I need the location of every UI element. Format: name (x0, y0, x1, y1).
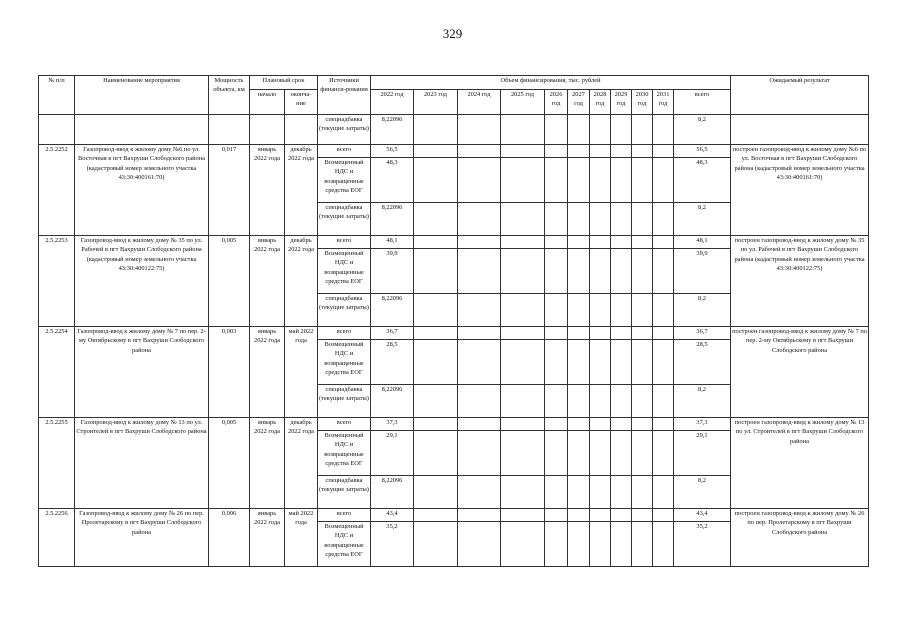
header-year: 2023 год (414, 90, 458, 115)
year-cell (568, 431, 590, 476)
entry-capacity: 0,003 (209, 327, 250, 418)
year-cell (458, 476, 501, 509)
total-cell: 29,1 (674, 431, 731, 476)
source-cell: спецнадбавка (текущие затраты) (318, 385, 371, 418)
source-cell: всего (318, 236, 371, 249)
page-number: 329 (442, 26, 463, 41)
source-cell: всего (318, 418, 371, 431)
year-cell (414, 431, 458, 476)
year-cell (568, 327, 590, 340)
entry-end: декабрь 2022 года (285, 145, 318, 236)
total-cell: 8,2 (674, 385, 731, 418)
source-cell: спецнадбавка (текущие затраты) (318, 476, 371, 509)
year-cell (414, 522, 458, 567)
year-cell (458, 340, 501, 385)
year-cell (414, 340, 458, 385)
entry-name: Газопровод-ввод к жилому дому № 35 по ул. Рабочей в пгт Вахруши Слободского района (кадастровый номер земельного участка 43:30:400122:75) (75, 236, 209, 327)
year-cell (590, 327, 611, 340)
year-cell (458, 509, 501, 522)
year-cell (653, 249, 674, 294)
header-year: 2025 год (501, 90, 545, 115)
year-cell (501, 203, 545, 236)
year-cell (414, 115, 458, 145)
year-cell (545, 418, 568, 431)
source-cell: всего (318, 145, 371, 158)
year-cell (568, 203, 590, 236)
total-cell: 8,2 (674, 115, 731, 145)
year-cell (611, 294, 632, 327)
year-cell (590, 522, 611, 567)
header-volume: Объем финансирования, тыс. рублей (371, 76, 731, 90)
year-cell (568, 340, 590, 385)
year-cell (501, 249, 545, 294)
result-cell (731, 115, 869, 145)
year-cell (590, 249, 611, 294)
year-cell (414, 203, 458, 236)
source-cell: Возмещенный НДС и возвращенные средства ЕОГ (318, 340, 371, 385)
total-cell: 28,5 (674, 340, 731, 385)
entry-result: построен газопровод-ввод к жилому дому №6 по ул. Восточная в пгт Вахруши Слободского района (кадастровый номер земельного участка 43:30:400161:70) (731, 145, 869, 236)
year-cell: 28,5 (371, 340, 414, 385)
total-cell: 8,2 (674, 203, 731, 236)
year-cell (632, 385, 653, 418)
year-cell (458, 385, 501, 418)
total-cell: 35,2 (674, 522, 731, 567)
year-cell (458, 115, 501, 145)
source-cell: спецнадбавка (текущие затраты) (318, 203, 371, 236)
year-cell: 29,1 (371, 431, 414, 476)
entry-start: январь 2022 года (250, 509, 285, 567)
year-cell (568, 158, 590, 203)
year-cell (501, 476, 545, 509)
year-cell (458, 145, 501, 158)
total-cell: 8,2 (674, 476, 731, 509)
year-cell (501, 236, 545, 249)
entry-capacity: 0,005 (209, 236, 250, 327)
year-cell (590, 115, 611, 145)
total-cell: 43,4 (674, 509, 731, 522)
entry-capacity: 0,017 (209, 145, 250, 236)
year-cell (414, 236, 458, 249)
source-cell: Возмещенный НДС и возвращенные средства ЕОГ (318, 249, 371, 294)
year-cell (414, 294, 458, 327)
year-cell (545, 158, 568, 203)
empty-cell (209, 115, 250, 145)
year-cell (568, 476, 590, 509)
header-year: 2029 год (611, 90, 632, 115)
year-cell (632, 249, 653, 294)
empty-cell (285, 115, 318, 145)
year-cell (590, 294, 611, 327)
header-year: 2024 год (458, 90, 501, 115)
year-cell (611, 476, 632, 509)
year-cell (632, 327, 653, 340)
year-cell (545, 236, 568, 249)
total-cell: 48,3 (674, 158, 731, 203)
year-cell: 37,3 (371, 418, 414, 431)
header-row (39, 76, 869, 90)
year-cell (590, 158, 611, 203)
year-cell (632, 509, 653, 522)
year-cell (414, 476, 458, 509)
year-cell (458, 294, 501, 327)
year-cell (501, 327, 545, 340)
year-cell (501, 158, 545, 203)
year-cell (590, 340, 611, 385)
year-cell (590, 203, 611, 236)
year-cell: 39,9 (371, 249, 414, 294)
entry-end: май 2022 года (285, 327, 318, 418)
year-cell (653, 509, 674, 522)
table-row (39, 327, 869, 340)
year-cell (611, 522, 632, 567)
entry-number: 2.5.2254 (39, 327, 75, 418)
table-row (39, 236, 869, 249)
year-cell (590, 431, 611, 476)
year-cell (653, 385, 674, 418)
empty-cell (250, 115, 285, 145)
header-year: 2026 год (545, 90, 568, 115)
year-cell (632, 145, 653, 158)
year-cell (501, 509, 545, 522)
year-cell (611, 340, 632, 385)
year-cell (414, 249, 458, 294)
year-cell (568, 115, 590, 145)
year-cell (653, 418, 674, 431)
total-cell: 8,2 (674, 294, 731, 327)
total-cell: 56,5 (674, 145, 731, 158)
table-row (39, 115, 869, 145)
year-cell (611, 418, 632, 431)
year-cell (414, 418, 458, 431)
financing-table (38, 75, 869, 567)
year-cell (611, 509, 632, 522)
year-cell: 8,22096 (371, 294, 414, 327)
year-cell (458, 249, 501, 294)
year-cell (568, 522, 590, 567)
year-cell (653, 158, 674, 203)
entry-name: Газопровод-ввод к жилому дому № 7 по пер. 2-му Октябрьскому в пгт Вахруши Слободского района (75, 327, 209, 418)
year-cell (611, 203, 632, 236)
table-row (39, 145, 869, 158)
year-cell (501, 340, 545, 385)
source-cell: Возмещенный НДС и возвращенные средства ЕОГ (318, 158, 371, 203)
year-cell: 8,22096 (371, 385, 414, 418)
header-term-end: оконча-ние (285, 90, 318, 115)
total-cell: 48,1 (674, 236, 731, 249)
year-cell (653, 476, 674, 509)
entry-name: Газопровод-ввод к жилому дому № 26 по пер. Пролетарскому в пгт Вахруши Слободского района (75, 509, 209, 567)
year-cell (632, 418, 653, 431)
year-cell (568, 249, 590, 294)
year-cell (568, 509, 590, 522)
header-year: 2030 год (632, 90, 653, 115)
year-cell (653, 431, 674, 476)
header-year: 2022 год (371, 90, 414, 115)
year-cell (545, 145, 568, 158)
year-cell (590, 145, 611, 158)
year-cell (611, 236, 632, 249)
source-cell: спецнадбавка (текущие затраты) (318, 294, 371, 327)
year-cell (653, 236, 674, 249)
year-cell (653, 522, 674, 567)
year-cell (414, 145, 458, 158)
entry-number: 2.5.2252 (39, 145, 75, 236)
year-cell (590, 476, 611, 509)
header-term: Плановый срок (250, 76, 318, 90)
year-cell (611, 115, 632, 145)
year-cell (632, 431, 653, 476)
year-cell (458, 158, 501, 203)
year-cell (545, 522, 568, 567)
year-cell (611, 385, 632, 418)
year-cell (568, 418, 590, 431)
year-cell (611, 431, 632, 476)
year-cell: 43,4 (371, 509, 414, 522)
year-cell (545, 431, 568, 476)
entry-start: январь 2022 года (250, 236, 285, 327)
header-capacity: Мощность объекта, км (209, 76, 250, 115)
year-cell (653, 145, 674, 158)
year-cell (458, 418, 501, 431)
total-cell: 39,9 (674, 249, 731, 294)
entry-end: декабрь 2022 года (285, 418, 318, 509)
year-cell (653, 340, 674, 385)
year-cell (545, 476, 568, 509)
year-cell: 56,5 (371, 145, 414, 158)
year-cell: 36,7 (371, 327, 414, 340)
entry-capacity: 0,005 (209, 418, 250, 509)
year-cell (611, 249, 632, 294)
entry-start: январь 2022 года (250, 418, 285, 509)
year-cell (632, 522, 653, 567)
year-cell (414, 509, 458, 522)
year-cell (458, 431, 501, 476)
year-cell (501, 115, 545, 145)
header-term-start: начало (250, 90, 285, 115)
year-cell (545, 509, 568, 522)
year-cell: 8,22096 (371, 476, 414, 509)
year-cell (632, 340, 653, 385)
year-cell (632, 115, 653, 145)
header-total: всего (674, 90, 731, 115)
year-cell (501, 294, 545, 327)
year-cell (501, 522, 545, 567)
year-cell (414, 385, 458, 418)
entry-name: Газопровод-ввод к жилому дому №6 по ул. Восточная в пгт Вахруши Слободского района (кадастровый номер земельного участка 43:30:400161:70) (75, 145, 209, 236)
year-cell (632, 203, 653, 236)
entry-result: построен газопровод-ввод к жилому дому № 13 по ул. Строителей в пгт Вахруши Слободского района (731, 418, 869, 509)
year-cell: 35,2 (371, 522, 414, 567)
year-cell (632, 236, 653, 249)
year-cell (545, 203, 568, 236)
year-cell (611, 327, 632, 340)
header-result: Ожидаемый результат (731, 76, 869, 115)
empty-cell (39, 115, 75, 145)
table-row (39, 418, 869, 431)
total-cell: 36,7 (674, 327, 731, 340)
entry-end: декабрь 2022 года (285, 236, 318, 327)
entry-number: 2.5.2256 (39, 509, 75, 567)
year-cell (545, 294, 568, 327)
year-cell (414, 158, 458, 203)
header-name: Наименование мероприятия (75, 76, 209, 115)
year-cell (590, 385, 611, 418)
year-cell (458, 203, 501, 236)
year-cell: 8,22096 (371, 203, 414, 236)
year-cell (632, 294, 653, 327)
year-cell (590, 509, 611, 522)
year-cell (501, 431, 545, 476)
header-year: 2031 год (653, 90, 674, 115)
year-cell (501, 145, 545, 158)
year-cell (545, 115, 568, 145)
entry-result: построен газопровод-ввод к жилому дому № 35 по ул. Рабочей в пгт Вахруши Слободского района (кадастровый номер земельного участка 43:30:400122:75) (731, 236, 869, 327)
entry-start: январь 2022 года (250, 145, 285, 236)
year-cell (545, 327, 568, 340)
source-cell: Возмещенный НДС и возвращенные средства ЕОГ (318, 431, 371, 476)
year-cell (653, 294, 674, 327)
year-cell (568, 294, 590, 327)
year-cell (611, 158, 632, 203)
source-cell: всего (318, 509, 371, 522)
entry-name: Газопровод-ввод к жилому дому № 13 по ул. Строителей в пгт Вахруши Слободского района (75, 418, 209, 509)
entry-result: построен газопровод-ввод к жилому дому № 26 по пер. Пролетарскому в пгт Вахруши Слободского района (731, 509, 869, 567)
year-cell (653, 203, 674, 236)
header-year: 2028 год (590, 90, 611, 115)
entry-start: январь 2022 года (250, 327, 285, 418)
year-cell (545, 249, 568, 294)
year-cell: 8,22096 (371, 115, 414, 145)
year-cell (501, 418, 545, 431)
entry-capacity: 0,006 (209, 509, 250, 567)
year-cell: 48,1 (371, 236, 414, 249)
header-source: Источники финанси-рования (318, 76, 371, 115)
year-cell (590, 236, 611, 249)
year-cell (501, 385, 545, 418)
year-cell (458, 327, 501, 340)
year-cell (611, 145, 632, 158)
header-no: № п/п (39, 76, 75, 115)
source-cell: Возмещенный НДС и возвращенные средства ЕОГ (318, 522, 371, 567)
year-cell (458, 236, 501, 249)
entry-end: май 2022 года (285, 509, 318, 567)
year-cell (414, 327, 458, 340)
year-cell (568, 145, 590, 158)
year-cell (632, 476, 653, 509)
entry-number: 2.5.2253 (39, 236, 75, 327)
source-cell: всего (318, 327, 371, 340)
table-row (39, 509, 869, 522)
year-cell (568, 236, 590, 249)
year-cell (632, 158, 653, 203)
total-cell: 37,3 (674, 418, 731, 431)
year-cell (458, 522, 501, 567)
source-cell: спецнадбавка (текущие затраты) (318, 115, 371, 145)
year-cell (653, 327, 674, 340)
year-cell (545, 385, 568, 418)
year-cell (590, 418, 611, 431)
year-cell (568, 385, 590, 418)
entry-number: 2.5.2255 (39, 418, 75, 509)
year-cell (545, 340, 568, 385)
year-cell: 48,3 (371, 158, 414, 203)
entry-result: построен газопровод-ввод к жилому дому № 7 по пер. 2-му Октябрьскому в пгт Вахруши Слободского района (731, 327, 869, 418)
empty-cell (75, 115, 209, 145)
year-cell (653, 115, 674, 145)
header-year: 2027 год (568, 90, 590, 115)
